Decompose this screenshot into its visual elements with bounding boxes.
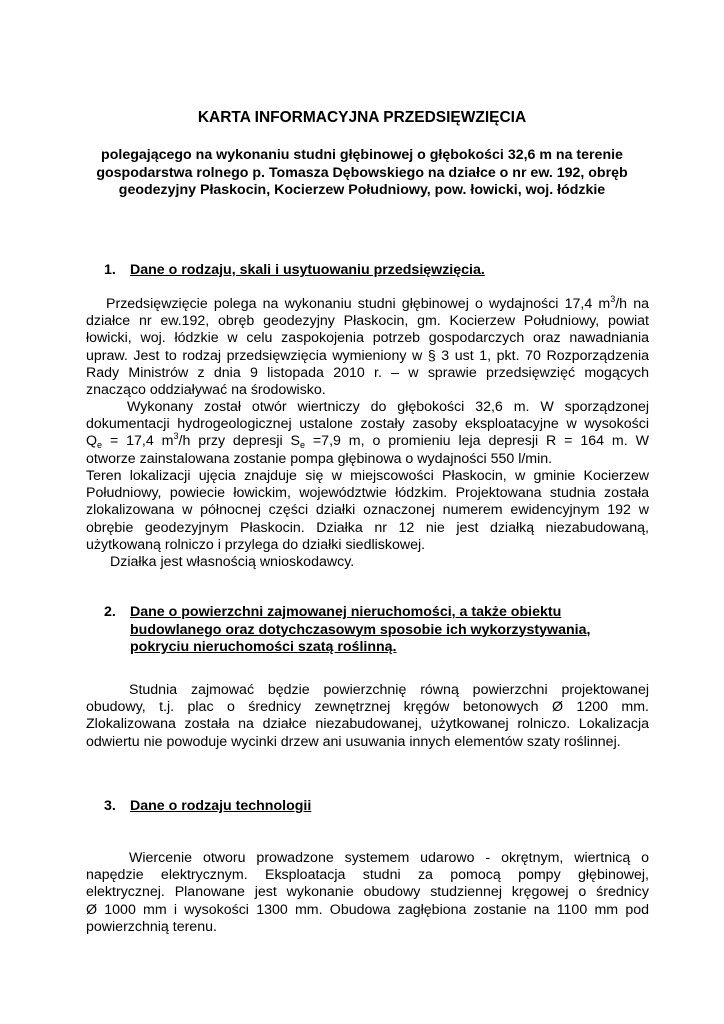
paragraph-line: Przedsięwzięcie polega na wykonaniu studni głębinowej o wydajności 17,4 $m^3/h$ na: [106, 294, 649, 312]
paragraph-line: powierzchnią terenu.: [86, 918, 217, 935]
paragraph-line: upraw. Jest to rodzaj przedsięwzięcia wymieniony w § 3 ust 1, pkt. 70 Rozporządzenia: [86, 347, 649, 364]
paragraph-line: napędzie elektrycznym. Eksploatacja studni za pomocą pompy głębinowej,: [86, 867, 649, 884]
section-title: Dane o rodzaju, skali i usytuowaniu przedsięwzięcia.: [130, 262, 485, 278]
section-number: 3.: [104, 798, 116, 814]
paragraph-line: Rady Ministrów z dnia 9 listopada 2010 r. – w sprawie przedsięwzięć mogących: [86, 364, 649, 381]
paragraph-line: dokumentacji hydrogeologicznej ustalone zostały zasoby eksploatacyjne w wysokości: [86, 416, 649, 433]
document-title: KARTA INFORMACYJNA PRZEDSIĘWZIĘCIA: [197, 109, 527, 126]
section-number: 1.: [104, 262, 116, 278]
paragraph-line: użytkowaną rolniczo i przylega do działki siedliskowej.: [86, 536, 426, 553]
paragraph-line: Południowy, powiecie łowickim, województwie łódzkim. Projektowana studnia została: [86, 485, 649, 502]
subtitle-line: polegającego na wykonaniu studni głębinowej o głębokości 32,6 m na terenie: [101, 147, 623, 163]
paragraph-line: Studnia zajmować będzie powierzchnię równą powierzchni projektowanej: [129, 682, 649, 698]
paragraph-line: $Q_e = 17,4$ $m^3/h$ przy depresji $S_e =7,9$ m, o promieniu leja depresji R = 164 m. W: [86, 431, 649, 451]
section-title: Dane o powierzchni zajmowanej nieruchomości, a także obiektu budowlanego oraz dotychczasowym sposobie ich wykorzystywania, pokryciu nieruchomości szatą roślinną.: [130, 604, 591, 655]
paragraph-line: łowicki, woj. łódzkie w celu zaspokojenia potrzeb gospodarczych oraz nawadniania: [86, 330, 649, 347]
paragraph-line: zlokalizowana w północnej części działki oznaczonej numerem ewidencyjnym 192 w: [86, 502, 649, 519]
paragraph-line: działce nr ew.192, obręb geodezyjny Płaskocin, gm. Kocierzew Południowy, powiat: [86, 313, 649, 330]
subtitle-line: gospodarstwa rolnego p. Tomasza Dębowskiego na działce o nr ew. 192, obręb: [96, 164, 628, 181]
document-subtitle: [78, 147, 646, 200]
paragraph-line: Teren lokalizacji ujęcia znajduje się w miejscowości Płaskocin, w gminie Kocierzew: [86, 468, 649, 484]
subtitle-line: geodezyjny Płaskocin, Kocierzew Południowy, pow. łowicki, woj. łódzkie: [118, 182, 606, 198]
paragraph-line: Działka jest własnością wnioskodawcy.: [110, 554, 355, 571]
section-1-paragraph-1: [86, 296, 649, 399]
paragraph-line: Wykonany został otwór wiertniczy do głębokości 32,6 m. W sporządzonej: [127, 399, 649, 415]
paragraph-line: otworze zainstalowana zostanie pompa głębinowa o wydajności 550 l/min.: [86, 450, 553, 467]
section-title: Dane o rodzaju technologii: [130, 798, 312, 814]
paragraph-line: odwiertu nie powoduje wycinki drzew ani usuwania innych elementów szaty roślinnej.: [86, 733, 621, 750]
section-3-paragraph-1: [86, 850, 649, 936]
section-1-paragraph-2: [86, 399, 649, 468]
section-1-paragraph-3: [86, 468, 649, 571]
paragraph-line: Wiercenie otworu prowadzone systemem udarowo - okrętnym, wiertnicą o: [129, 850, 649, 866]
paragraph-line: elektrycznej. Planowane jest wykonanie obudowy studziennej kręgowej o średnicy: [86, 884, 649, 901]
paragraph-line: znacząco oddziaływać na środowisko.: [86, 382, 326, 399]
paragraph-line: Zlokalizowana została na działce niezabudowanej, użytkowanej rolniczo. Lokalizacja: [86, 716, 649, 733]
paragraph-line: Ø 1000 mm i wysokości 1300 mm. Obudowa zagłębiona zostanie na 1100 mm pod: [86, 901, 649, 918]
paragraph-line: obrębie geodezyjnym Płaskocin. Działka nr 12 nie jest działką niezabudowaną,: [86, 519, 649, 536]
section-number: 2.: [104, 604, 116, 620]
paragraph-line: obudowy, t.j. plac o średnicy zewnętrznej kręgów betonowych Ø 1200 mm.: [86, 699, 649, 716]
section-2-paragraph-1: [86, 682, 649, 751]
